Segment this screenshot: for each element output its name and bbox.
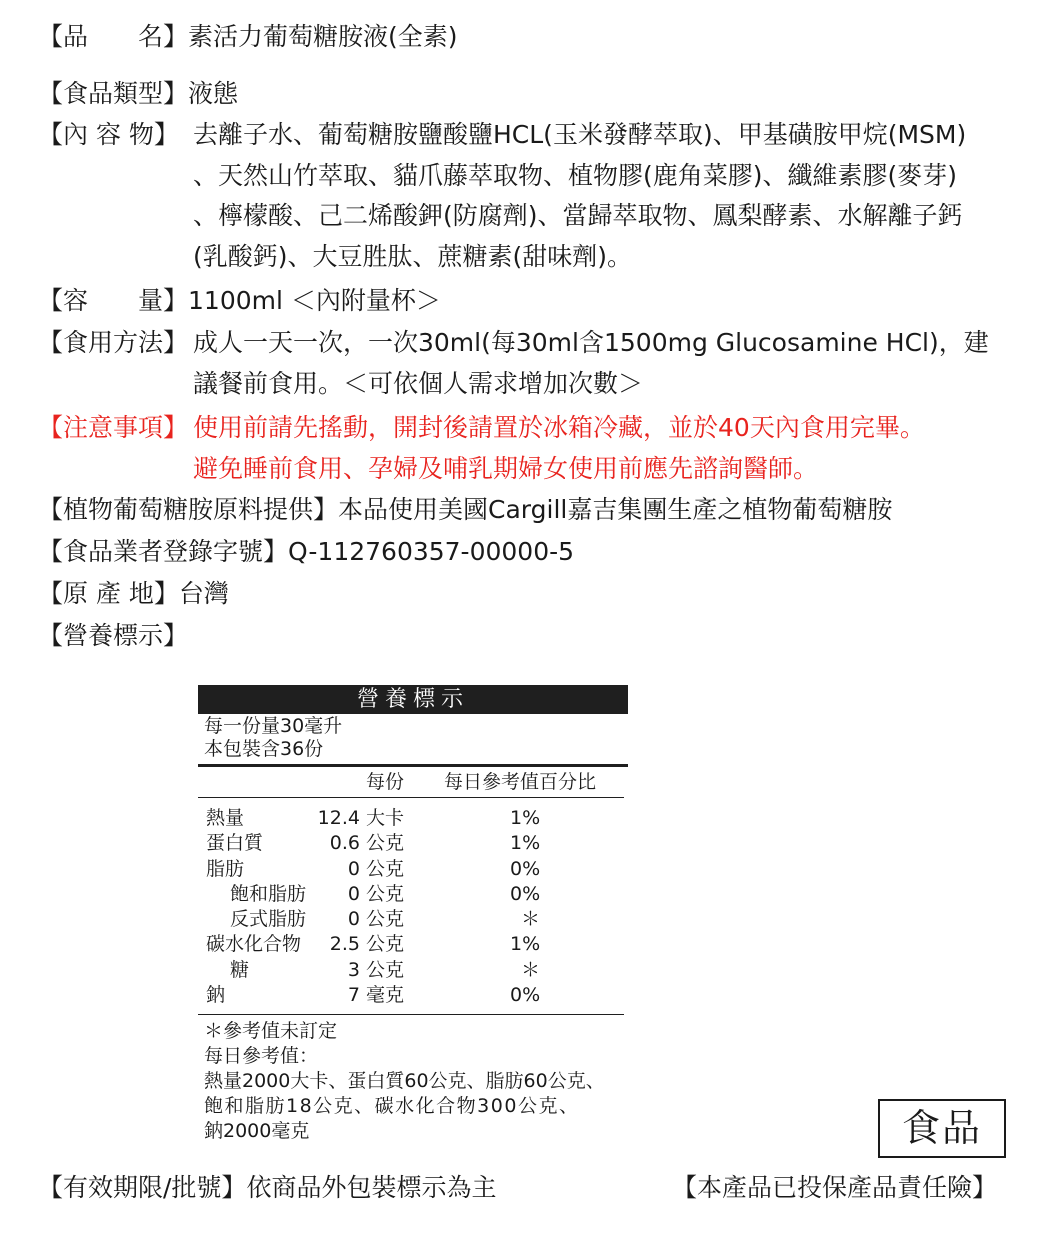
supplier-value: 本品使用美國Cargill嘉吉集團生產之植物葡萄糖胺 [338,495,893,524]
caution-label: 【注意事項】 [38,413,189,442]
usage-block [193,323,989,404]
nutrient-value: 0.6 公克 [329,832,404,855]
col-daily-value: 每日參考值百分比 [444,771,597,793]
nutrient-row [198,958,624,983]
nutrient-name: 糖 [230,958,250,981]
usage-line: 成人一天一次，一次30ml(每30ml含1500mg Glucosamine HCl)，建 [193,328,989,357]
nutrient-row [198,831,624,856]
caution-line: 避免睡前食用、孕婦及哺乳期婦女使用前應先諮詢醫師。 [193,453,819,483]
supplier-label: 【植物葡萄糖胺原料提供】 [38,495,339,524]
nutrient-row [198,806,624,831]
serving-info [198,714,628,767]
nutrition-table [198,685,628,1144]
daily-ref-line: 鈉2000毫克 [204,1120,310,1143]
contents-line: (乳酸鈣)、大豆胜肽、蔗糖素(甜味劑)。 [193,241,633,271]
insurance-note: 【本產品已投保產品責任險】 [672,1173,998,1202]
daily-ref-line: 熱量2000大卡、蛋白質60公克、脂肪60公克、 [204,1070,605,1093]
serving-size: 每一份量30毫升 [204,715,343,737]
footnote: ＊參考值未訂定 [204,1020,338,1043]
nutrient-row [198,907,624,932]
name-label: 【品 名】 [38,22,189,51]
food-stamp: 食品 [878,1099,1006,1158]
column-headers [198,769,624,798]
name-value: 素活力葡萄糖胺液(全素) [188,22,458,51]
nutrient-row [198,857,624,882]
volume-label: 【容 量】 [38,286,189,315]
contents-line: 、天然山竹萃取、貓爪藤萃取物、植物膠(鹿角菜膠)、纖維素膠(麥芽) [193,160,958,190]
caution-line: 使用前請先搖動，開封後請置於冰箱冷藏，並於40天內食用完畢。 [193,413,925,442]
nutrient-percent: 0% [510,857,541,880]
volume-row [38,281,441,321]
contents-line: 、檸檬酸、己二烯酸鉀(防腐劑)、當歸萃取物、鳳梨酵素、水解離子鈣 [193,201,963,230]
contents-line: 去離子水、葡萄糖胺鹽酸鹽HCL(玉米發酵萃取)、甲基磺胺甲烷(MSM) [193,120,967,149]
origin-label: 【原 產 地】 [38,579,179,608]
type-label: 【食品類型】 [38,79,189,108]
nutrient-name: 鈉 [206,984,226,1007]
caution-block [193,408,925,489]
nutrient-percent: ＊ [520,958,540,981]
nutrient-name: 碳水化合物 [206,933,302,956]
nutrient-percent: 0% [510,882,541,905]
nutrition-label: 【營養標示】 [38,621,189,650]
usage-line: 議餐前食用。＜可依個人需求增加次數＞ [193,368,644,398]
nutrition-title: 營養標示 [198,685,628,714]
nutrient-name: 熱量 [206,807,245,829]
nutrient-name: 脂肪 [206,857,245,880]
contents-label: 【內 容 物】 [38,120,179,149]
nutrient-percent: ＊ [520,908,540,931]
nutrient-percent: 0% [510,984,541,1007]
origin-value: 台灣 [178,579,229,608]
nutrient-name: 反式脂肪 [230,908,307,931]
origin-row [38,574,229,614]
daily-ref-line: 飽和脂肪18公克、碳水化合物300公克、 [204,1095,580,1118]
nutrient-row [198,983,624,1008]
nutrient-value: 0 公克 [347,857,404,880]
daily-ref-title: 每日參考值： [204,1045,319,1068]
nutrient-percent: 1% [510,832,541,855]
registration-label: 【食品業者登錄字號】 [38,537,289,566]
nutrient-percent: 1% [510,933,541,956]
type-value: 液態 [188,79,239,108]
expiry-row [38,1168,496,1208]
type-row [38,74,238,114]
servings-per-pack: 本包裝含36份 [204,738,324,760]
usage-label: 【食用方法】 [38,328,189,357]
nutrition-footnotes [198,1015,628,1144]
registration-row [38,532,574,572]
nutrient-value: 0 公克 [347,908,404,931]
expiry-value: 依商品外包裝標示為主 [246,1173,497,1202]
col-per-serving: 每份 [366,771,405,793]
nutrient-value: 0 公克 [347,882,404,905]
expiry-label: 【有效期限/批號】 [38,1173,247,1202]
nutrient-row [198,932,624,957]
nutrient-value: 12.4 大卡 [317,807,404,829]
registration-value: Q-112760357-00000-5 [288,537,575,566]
volume-value: 1100ml ＜內附量杯＞ [188,286,441,315]
nutrient-value: 7 毫克 [347,984,404,1007]
name-row [38,17,458,57]
nutrient-percent: 1% [510,807,541,829]
nutrient-name: 飽和脂肪 [230,882,307,905]
nutrient-row [198,882,624,907]
nutrient-value: 3 公克 [347,958,404,981]
supplier-row [38,490,892,530]
contents-block [193,115,966,277]
nutrient-value: 2.5 公克 [329,933,404,956]
nutrient-name: 蛋白質 [206,832,264,855]
nutrition-rows [198,798,624,1015]
